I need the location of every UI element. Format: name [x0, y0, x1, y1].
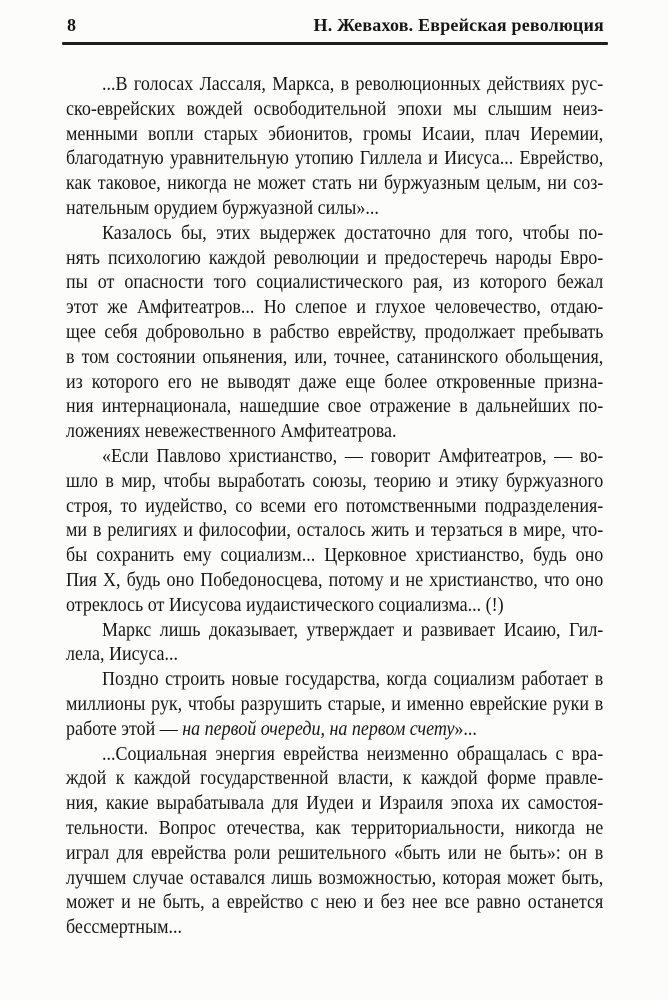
- text-line: шло в мир, чтобы выработать союзы, теорию и этику буржуазного: [66, 469, 604, 492]
- text-line: ния, какие вырабатывала для Иудеи и Израиля эпоха их самостоя-: [66, 792, 604, 815]
- text-line: как таковое, никогда не может стать ни буржуазным целым, ни соз-: [66, 172, 604, 195]
- text-line: «Если Павлово христианство, — говорит Амфитеатров, — во-: [102, 444, 604, 467]
- text-line: нять психологию каждой революции и предостеречь народы Евро-: [66, 246, 604, 269]
- text-line: Маркс лишь доказывает, утверждает и развивает Исаию, Гил-: [102, 618, 604, 641]
- text-body: [66, 72, 603, 940]
- text-line: ...В голосах Лассаля, Маркса, в революционных действиях рус-: [102, 73, 604, 95]
- text-line: Казалось бы, этих выдержек достаточно для того, чтобы по-: [102, 221, 604, 244]
- text-line: из которого его не выводят даже еще более откровенные призна-: [66, 370, 604, 393]
- text-line: щее себя добровольно в рабство еврейству, продолжает пребывать: [66, 320, 604, 343]
- text-line: менными вопли старых эбионитов, громы Исаии, плач Иеремии,: [66, 122, 604, 145]
- page-number: 8: [67, 15, 77, 35]
- header-rule: [62, 42, 608, 45]
- text-line: бы сохранить ему социализм... Церковное христианство, будь оно: [66, 544, 604, 567]
- text-line: этот же Амфитеатров... Но слепое и глухое человечество, отдаю-: [66, 296, 604, 319]
- page-header: [67, 15, 604, 36]
- running-title: Н. Жевахов. Еврейская революция: [313, 15, 604, 35]
- text-line: ложениях невежественного Амфитеатрова.: [66, 420, 397, 443]
- paragraph: [66, 667, 603, 741]
- text-line: благодатную уравнительную утопию Гиллела и Иисуса... Еврейство,: [66, 147, 604, 170]
- text-line: миллионы рук, чтобы разрушить старые, и именно еврейские руки в: [66, 692, 604, 715]
- text-line: Пия X, будь оно Победоносцева, потому и не христианство, что оно: [66, 568, 604, 591]
- text-line: лучшем случае оставался лишь возможностью, которая может быть,: [66, 866, 604, 889]
- paragraph: [66, 221, 603, 444]
- text-line: строя, то иудейство, со всеми его потомственными подразделения-: [66, 494, 604, 517]
- text-line: Поздно строить новые государства, когда социализм работает в: [102, 668, 604, 691]
- text-line: в том состоянии опьянения, или, точнее, сатанинского обольщения,: [66, 345, 604, 368]
- text-line: лела, Иисуса...: [66, 643, 179, 666]
- text-line: работе этой — на первой очереди, на первом счету»...: [66, 717, 477, 740]
- text-line: ми в религиях и философии, осталось жить и терзаться в мире, что-: [66, 519, 604, 542]
- text-line: пы от опасности того социалистического рая, из которого бежал: [66, 271, 604, 294]
- text-line: бессмертным...: [66, 916, 182, 939]
- text-line: тельности. Вопрос отечества, как территориальности, никогда не: [66, 816, 604, 839]
- text-line: отреклось от Иисусова иудаистического социализма... (!): [66, 593, 504, 616]
- text-line: ния интернационала, нашедшие свое отражение в дальнейших по-: [66, 395, 604, 418]
- paragraph: [66, 72, 603, 221]
- paragraph: [66, 742, 603, 940]
- paragraph: [66, 444, 603, 618]
- paragraph: [66, 618, 603, 668]
- text-line: ...Социальная энергия еврейства неизменно обращалась с вра-: [102, 742, 604, 765]
- text-line: нательным орудием буржуазной силы»...: [66, 196, 379, 219]
- text-line: играл для еврейства роли решительного «быть или не быть»: он в: [66, 841, 604, 864]
- text-line: ско-еврейских вождей освободительной эпохи мы слышим неиз-: [66, 97, 604, 120]
- text-line: ждой к каждой государственной власти, к каждой форме правле-: [66, 767, 604, 790]
- text-line: может и не быть, а еврейство с нею и без нее все равно останется: [66, 891, 604, 914]
